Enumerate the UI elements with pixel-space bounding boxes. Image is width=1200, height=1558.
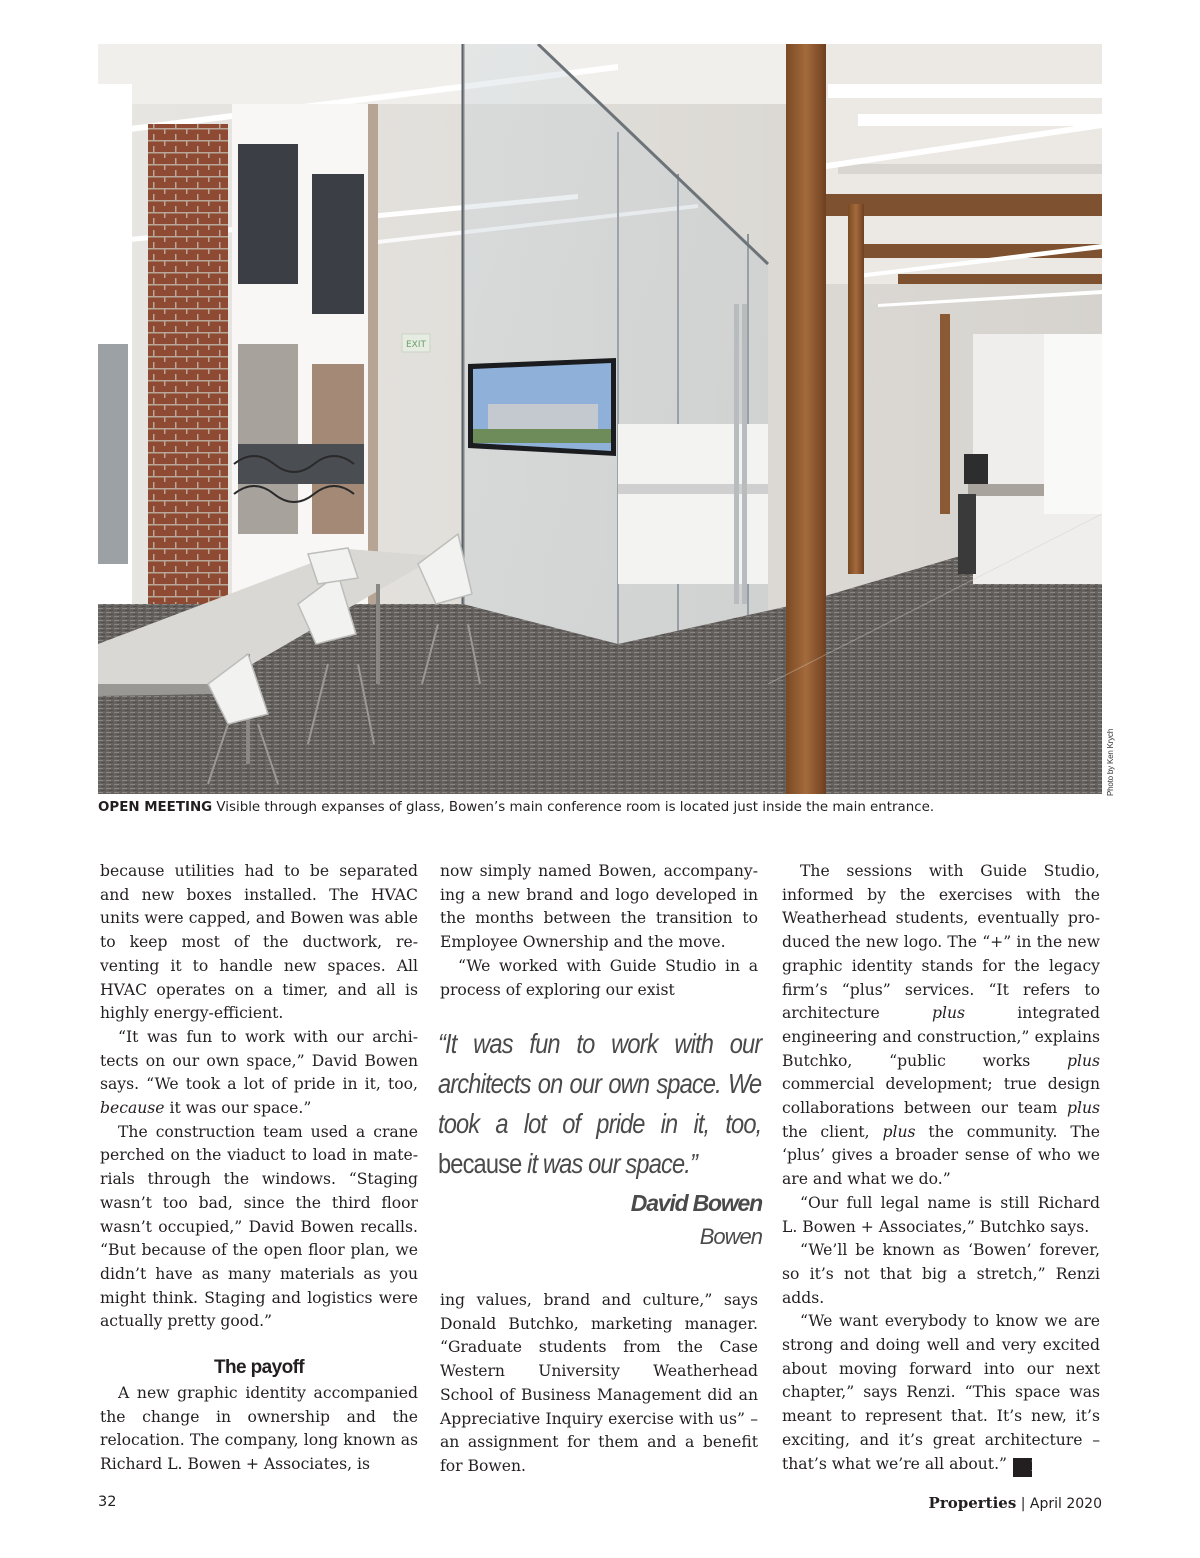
emphasis-text: plus: [1066, 1099, 1100, 1118]
paragraph-text: “We want everybody to know we are strong and doing well and very excited about moving forward into our next chapter,” says Renzi. “This space was meant to represent that. It’s new, it’s exciting, and it’s great architecture – that’s what we’re all about.”: [782, 1312, 1100, 1473]
paragraph: A new graphic identity accompanied the change in ownership and the relocation. The company, long known as Richard L. Bowen + Associates, is: [100, 1384, 418, 1474]
page-number: 32: [98, 1494, 117, 1510]
paragraph-text: the community. The ‘plus’ gives a broader sense of who we are and what we do.”: [782, 1122, 1101, 1189]
issue-date: April 2020: [1029, 1496, 1102, 1512]
caption-label: OPEN MEETING: [98, 800, 213, 815]
paragraph: because utilities had to be separated and new boxes installed. The HVAC units were capped, and Bowen was able to keep most of the ductwork, reventing it to handle new spaces. All HVAC operates on a timer, and all is highly energy-efficient.: [100, 862, 418, 1023]
photo-credit: Photo by Ken Krych: [1106, 728, 1115, 796]
paragraph: The construction team used a crane perched on the viaduct to load in materials through the windows. “Staging wasn’t too bad, since the third floor wasn’t occupied,” David Bowen recalls. “But because of the open floor plan, we didn’t have as many materials as you might think. Staging and logistics were actually pretty good.”: [100, 1122, 418, 1331]
conference-room-photo: [98, 44, 1102, 794]
caption-text: Visible through expanses of glass, Bowen’s main conference room is located just inside the main entrance.: [212, 800, 935, 815]
column-2-top: [440, 860, 758, 1002]
paragraph-text: the client,: [782, 1122, 883, 1141]
paragraph-text: “It was fun to work with our architects on our own space,” David Bowen says. “We took a lot of pride in it, too,: [100, 1027, 418, 1094]
photo-caption: [98, 800, 1108, 815]
footer-publication: [929, 1494, 1102, 1512]
pull-quote: [438, 1024, 761, 1184]
column-3: [782, 860, 1100, 1477]
column-2-bottom: [440, 1289, 758, 1479]
publication-name: Properties: [928, 1494, 1017, 1512]
paragraph-text: The sessions with Guide Studio, informed by the exercises with the Weatherhead students, eventually produced the new logo. The “+” in the new graphic identity stands for the legacy firm’s “plus” services. “It refers to architecture: [782, 862, 1100, 1023]
subheading: The payoff: [213, 1357, 305, 1379]
paragraph: “We worked with Guide Studio in a process of exploring our exist: [440, 956, 758, 999]
pull-quote-organization: Bowen: [699, 1224, 762, 1249]
paragraph: [782, 1310, 1100, 1476]
column-1: [100, 860, 418, 1477]
paragraph: [782, 860, 1100, 1192]
paragraph-text: it was our space.”: [164, 1099, 312, 1118]
emphasis-text: plus: [931, 1004, 965, 1023]
paragraph-text: commercial development; true design collaborations between our team: [782, 1075, 1100, 1118]
exit-sign: EXIT: [405, 340, 427, 350]
paragraph: ing values, brand and culture,” says Donald Butchko, marketing manager. “Graduate students from the Case Western University Weatherhead School of Business Management did an Appreciative Inquiry exercise with us” – an assignment for them and a benefit for Bowen.: [440, 1291, 758, 1475]
paragraph: “We’ll be known as ‘Bowen’ forever, so it’s not that big a stretch,” Renzi adds.: [782, 1241, 1100, 1307]
paragraph: [100, 1026, 418, 1121]
pull-quote-text: “It was fun to work with our architects on our own space. We took a lot of pride in it, too,: [438, 1028, 762, 1139]
paragraph: now simply named Bowen, accompanying a new brand and logo developed in the months between the transition to Employee Ownership and the move.: [440, 862, 758, 952]
paragraph-text: integrated engineering and construction,” explains Butchko, “public works: [782, 1004, 1100, 1070]
emphasis-text: plus: [1066, 1051, 1100, 1070]
pull-quote-emphasis: because: [438, 1148, 522, 1179]
footer-separator: |: [1016, 1496, 1030, 1512]
pull-quote-text: it was our space.”: [521, 1148, 697, 1179]
emphasis-text: plus: [882, 1122, 916, 1141]
paragraph: “Our full legal name is still Richard L. Bowen + Associates,” Butchko says.: [782, 1193, 1100, 1236]
end-mark-icon: P: [1013, 1458, 1032, 1477]
emphasis-text: because: [100, 1099, 165, 1118]
pull-quote-author: David Bowen: [630, 1190, 762, 1216]
